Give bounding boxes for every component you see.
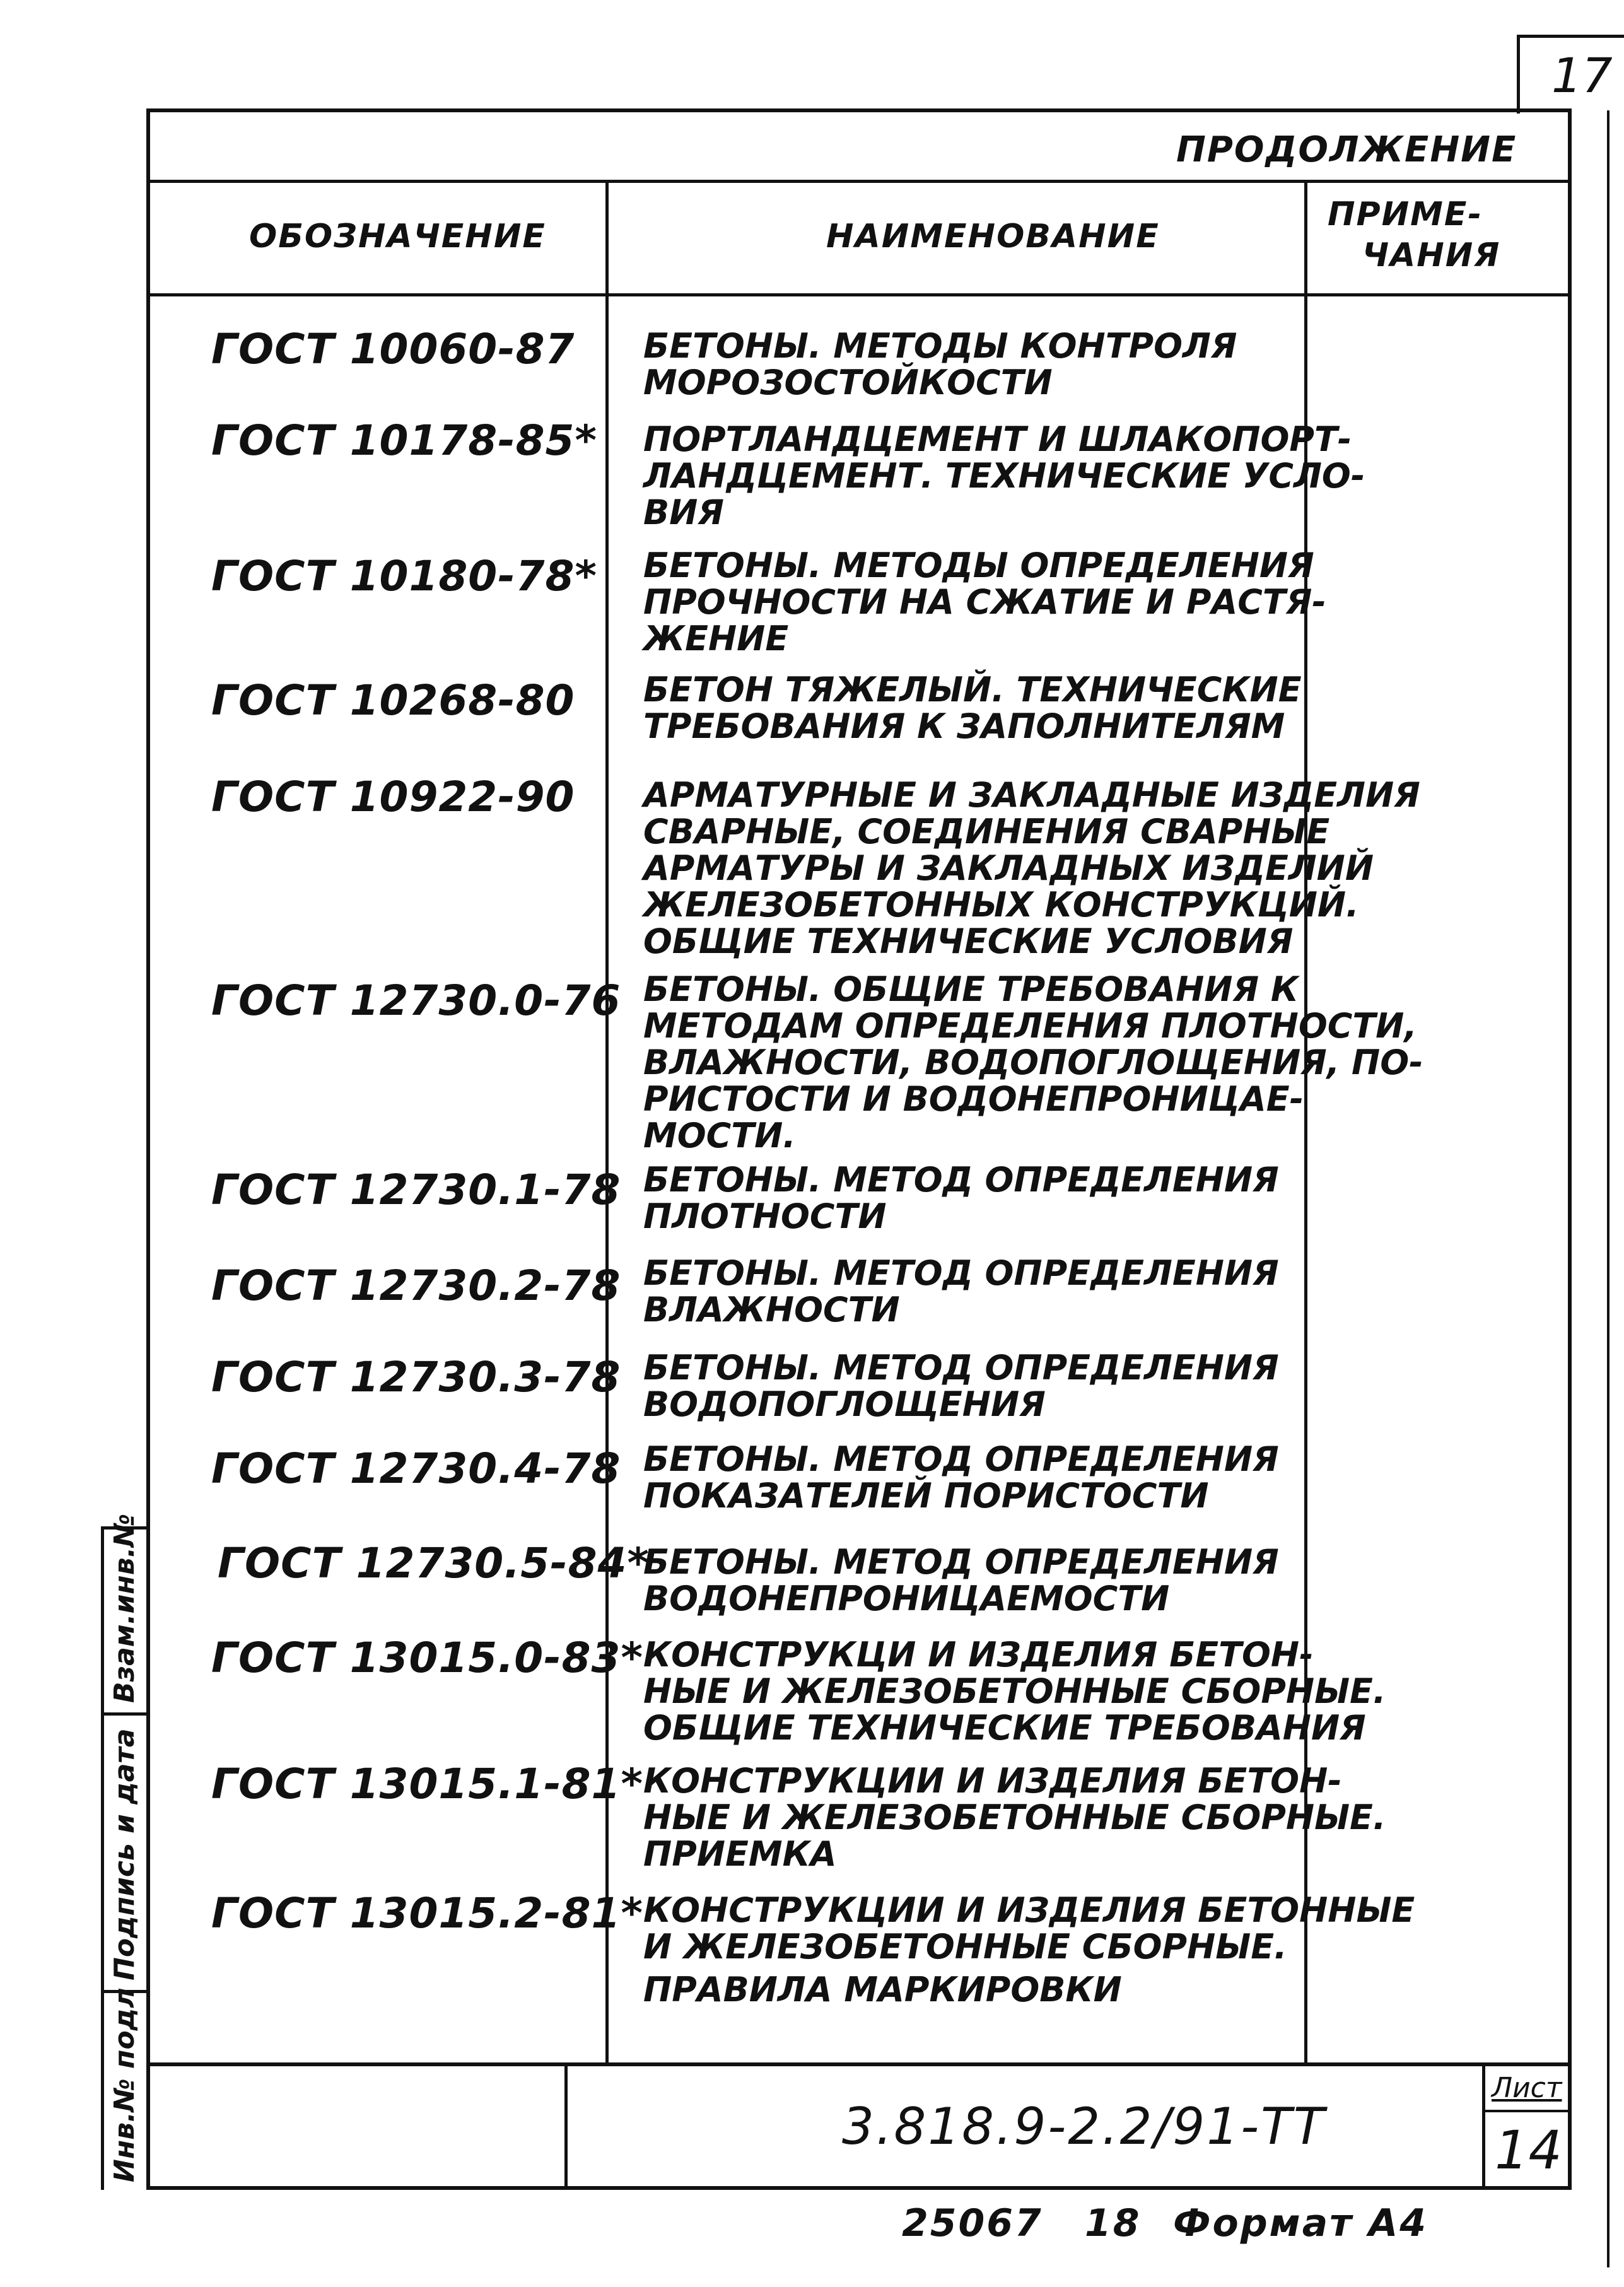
row-name-line: ВИЯ bbox=[643, 493, 724, 532]
row-designation: ГОСТ 12730.2-78 bbox=[211, 1261, 621, 1310]
row-name-line: МЕТОДАМ ОПРЕДЕЛЕНИЯ ПЛОТНОСТИ, bbox=[643, 1006, 1417, 1046]
row-name-line: ПОКАЗАТЕЛЕЙ ПОРИСТОСТИ bbox=[643, 1476, 1209, 1516]
row-designation: ГОСТ 12730.5-84* bbox=[218, 1539, 650, 1588]
document-code: 3.818.9-2.2/91-ТТ bbox=[842, 2097, 1326, 2156]
title-block-separator bbox=[564, 2062, 568, 2190]
column-header-notes-line2: ЧАНИЯ bbox=[1362, 237, 1501, 274]
side-stamp-vzam-inv: Взам.инв.№ bbox=[108, 1513, 141, 1703]
row-designation: ГОСТ 13015.1-81* bbox=[211, 1760, 643, 1808]
row-name-line: БЕТОНЫ. ОБЩИЕ ТРЕБОВАНИЯ К bbox=[643, 969, 1299, 1009]
row-name-line: АРМАТУРНЫЕ И ЗАКЛАДНЫЕ ИЗДЕЛИЯ bbox=[643, 775, 1420, 815]
row-name-line: БЕТОНЫ. МЕТОДЫ ОПРЕДЕЛЕНИЯ bbox=[643, 546, 1314, 585]
archive-number: 25067 bbox=[902, 2201, 1043, 2245]
row-designation: ГОСТ 10922-90 bbox=[211, 773, 575, 821]
row-name-line: ЖЕЛЕЗОБЕТОННЫХ КОНСТРУКЦИЙ. bbox=[643, 885, 1359, 925]
row-name-line: ОБЩИЕ ТЕХНИЧЕСКИЕ ТРЕБОВАНИЯ bbox=[643, 1708, 1366, 1748]
row-name-line: ЖЕНИЕ bbox=[643, 619, 789, 658]
row-name-line: ПРОЧНОСТИ НА СЖАТИЕ И РАСТЯ- bbox=[643, 582, 1326, 622]
row-name-line: БЕТОН ТЯЖЕЛЫЙ. ТЕХНИЧЕСКИЕ bbox=[643, 670, 1302, 710]
row-name-line: БЕТОНЫ. МЕТОД ОПРЕДЕЛЕНИЯ bbox=[643, 1439, 1279, 1479]
row-name-line: ПРАВИЛА МАРКИРОВКИ bbox=[643, 1970, 1122, 2009]
row-name-line: МОРОЗОСТОЙКОСТИ bbox=[643, 363, 1053, 402]
copy-number: 18 bbox=[1085, 2201, 1142, 2245]
row-designation: ГОСТ 10268-80 bbox=[211, 676, 575, 725]
row-designation: ГОСТ 12730.1-78 bbox=[211, 1166, 621, 1214]
row-name-line: БЕТОНЫ. МЕТОД ОПРЕДЕЛЕНИЯ bbox=[643, 1542, 1279, 1582]
page-number: 17 bbox=[1551, 47, 1613, 103]
column-header-notes-line1: ПРИМЕ- bbox=[1328, 196, 1483, 233]
row-name-line: СВАРНЫЕ, СОЕДИНЕНИЯ СВАРНЫЕ bbox=[643, 812, 1330, 851]
side-stamp-left-line bbox=[101, 1526, 104, 2190]
row-name-line: ВЛАЖНОСТИ bbox=[643, 1290, 900, 1330]
continuation-label: ПРОДОЛЖЕНИЕ bbox=[1176, 129, 1517, 170]
row-name-line: АРМАТУРЫ И ЗАКЛАДНЫХ ИЗДЕЛИЙ bbox=[643, 848, 1374, 888]
row-designation: ГОСТ 10178-85* bbox=[211, 416, 597, 465]
column-header-designation: ОБОЗНАЧЕНИЕ bbox=[249, 218, 546, 255]
right-margin-line bbox=[1607, 110, 1609, 2267]
sheet-cell-divider bbox=[1482, 2110, 1572, 2112]
row-designation: ГОСТ 12730.4-78 bbox=[211, 1444, 621, 1493]
column-header-name: НАИМЕНОВАНИЕ bbox=[826, 218, 1160, 255]
row-name-line: НЫЕ И ЖЕЛЕЗОБЕТОННЫЕ СБОРНЫЕ. bbox=[643, 1671, 1386, 1711]
row-designation: ГОСТ 13015.0-83* bbox=[211, 1634, 643, 1682]
row-name-line: НЫЕ И ЖЕЛЕЗОБЕТОННЫЕ СБОРНЫЕ. bbox=[643, 1798, 1386, 1837]
sheet-label: Лист bbox=[1492, 2072, 1562, 2104]
row-name-line: ПРИЕМКА bbox=[643, 1834, 837, 1874]
row-designation: ГОСТ 10060-87 bbox=[211, 325, 575, 373]
row-designation: ГОСТ 10180-78* bbox=[211, 552, 597, 600]
row-name-line: ОБЩИЕ ТЕХНИЧЕСКИЕ УСЛОВИЯ bbox=[643, 921, 1294, 961]
format-label: Формат А4 bbox=[1173, 2201, 1428, 2245]
row-designation: ГОСТ 13015.2-81* bbox=[211, 1889, 643, 1938]
row-name-line: ВОДОНЕПРОНИЦАЕМОСТИ bbox=[643, 1579, 1170, 1618]
row-name-line: БЕТОНЫ. МЕТОД ОПРЕДЕЛЕНИЯ bbox=[643, 1348, 1279, 1388]
row-name-line: ПЛОТНОСТИ bbox=[643, 1196, 887, 1236]
row-name-line: КОНСТРУКЦИИ И ИЗДЕЛИЯ БЕТОННЫЕ bbox=[643, 1890, 1415, 1930]
row-name-line: БЕТОНЫ. МЕТОДЫ КОНТРОЛЯ bbox=[643, 326, 1237, 366]
row-designation: ГОСТ 12730.3-78 bbox=[211, 1353, 621, 1401]
row-name-line: КОНСТРУКЦИ И ИЗДЕЛИЯ БЕТОН- bbox=[643, 1635, 1314, 1675]
row-name-line: ВЛАЖНОСТИ, ВОДОПОГЛОЩЕНИЯ, ПО- bbox=[643, 1043, 1423, 1082]
side-stamp-divider-2 bbox=[101, 1712, 148, 1716]
title-block-top-line bbox=[146, 2062, 1572, 2066]
row-name-line: РИСТОСТИ И ВОДОНЕПРОНИЦАЕ- bbox=[643, 1079, 1304, 1119]
row-name-line: ВОДОПОГЛОЩЕНИЯ bbox=[643, 1384, 1046, 1424]
side-stamp-podpis-data: Подпись и дата bbox=[108, 1728, 141, 1980]
row-name-line: ПОРТЛАНДЦЕМЕНТ И ШЛАКОПОРТ- bbox=[643, 419, 1352, 459]
header-bottom-line bbox=[146, 293, 1572, 296]
row-name-line: ТРЕБОВАНИЯ К ЗАПОЛНИТЕЛЯМ bbox=[643, 706, 1285, 746]
header-top-line bbox=[146, 180, 1572, 183]
row-name-line: МОСТИ. bbox=[643, 1116, 796, 1155]
row-name-line: ЛАНДЦЕМЕНТ. ТЕХНИЧЕСКИЕ УСЛО- bbox=[643, 456, 1365, 496]
sheet-number: 14 bbox=[1495, 2119, 1562, 2181]
row-designation: ГОСТ 12730.0-76 bbox=[211, 976, 621, 1025]
row-name-line: БЕТОНЫ. МЕТОД ОПРЕДЕЛЕНИЯ bbox=[643, 1253, 1279, 1293]
row-name-line: БЕТОНЫ. МЕТОД ОПРЕДЕЛЕНИЯ bbox=[643, 1160, 1279, 1200]
side-stamp-inv-podl: Инв.№ подл bbox=[108, 1987, 141, 2182]
row-name-line: И ЖЕЛЕЗОБЕТОННЫЕ СБОРНЫЕ. bbox=[643, 1927, 1287, 1967]
row-name-line: КОНСТРУКЦИИ И ИЗДЕЛИЯ БЕТОН- bbox=[643, 1761, 1342, 1801]
